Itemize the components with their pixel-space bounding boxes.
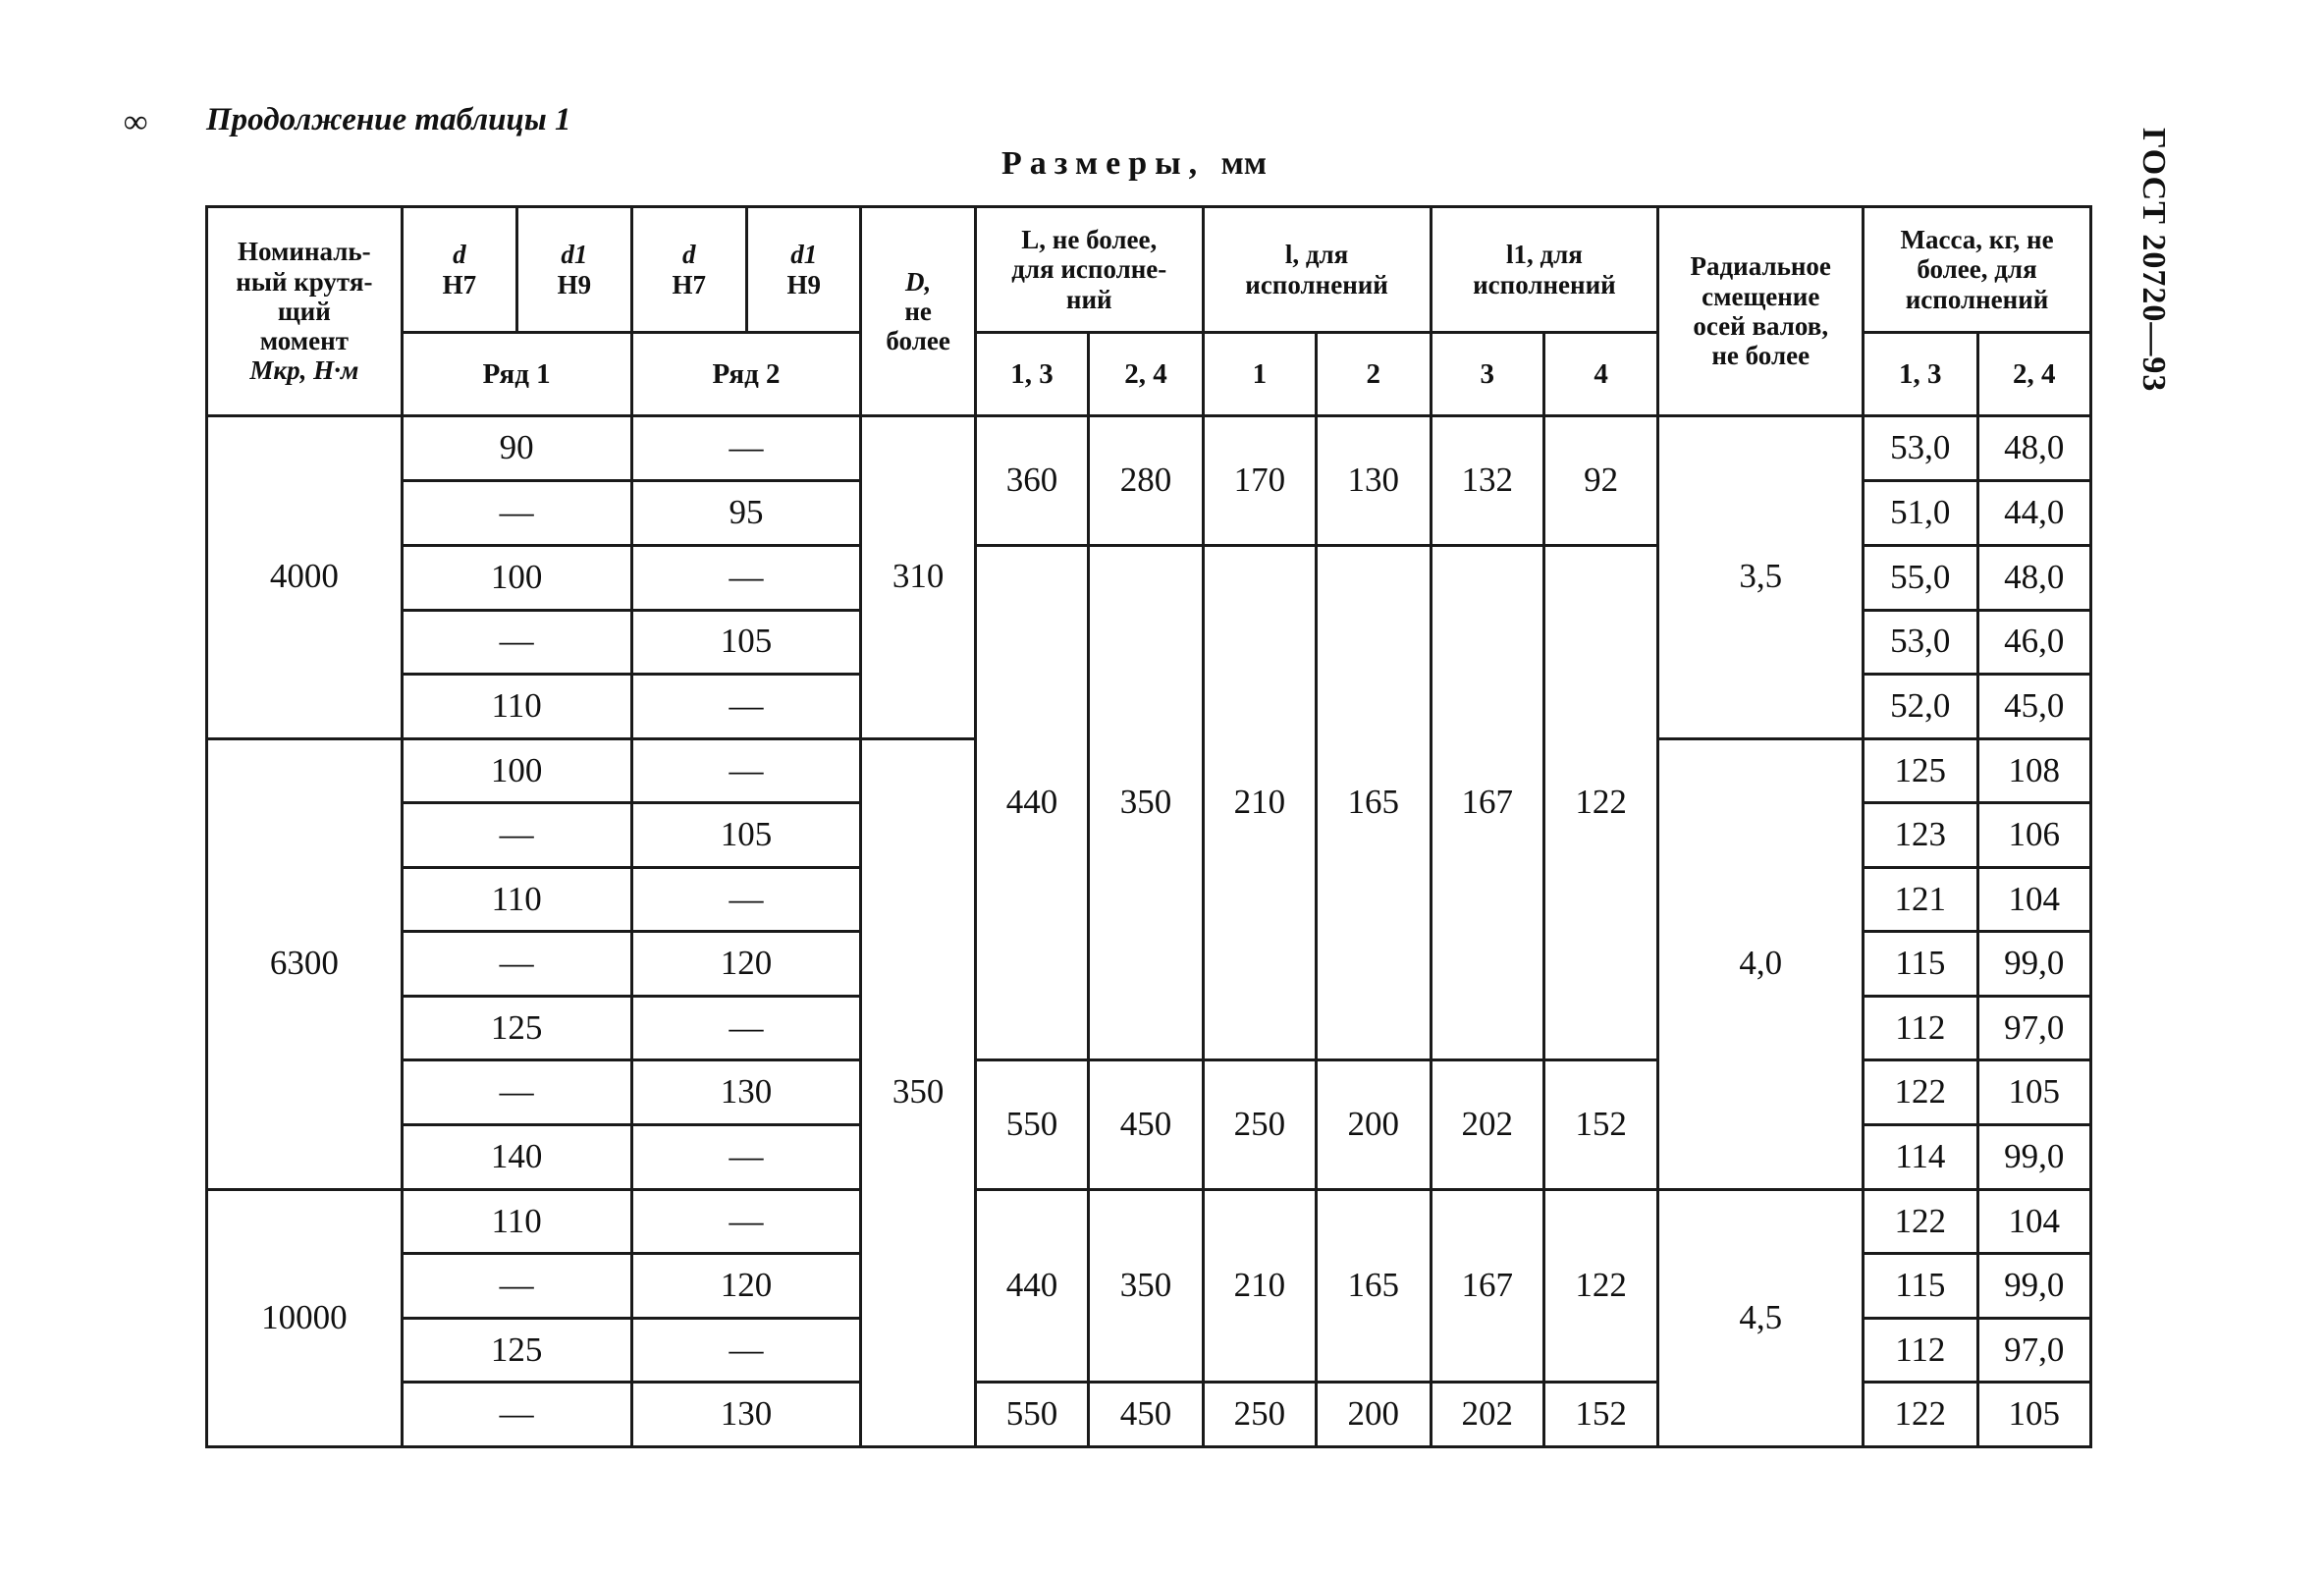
- mass24-cell: 97,0: [1977, 1318, 2090, 1383]
- L24-cell: 450: [1089, 1383, 1203, 1447]
- header-l: l, для исполнений: [1203, 207, 1431, 333]
- l1-4-cell: 152: [1543, 1383, 1657, 1447]
- L13-cell: 360: [975, 415, 1088, 545]
- dimensions-caption: Размеры, мм: [1001, 145, 1267, 182]
- l1-3-cell: 202: [1431, 1383, 1543, 1447]
- header-l-2: 2: [1317, 333, 1431, 416]
- mass13-cell: 112: [1864, 996, 1977, 1060]
- header-d-h7-row1: d H7: [402, 207, 516, 333]
- mass24-cell: 108: [1977, 738, 2090, 803]
- mass13-cell: 122: [1864, 1060, 1977, 1125]
- mass13-cell: 52,0: [1864, 675, 1977, 739]
- L13-cell: 440: [975, 1189, 1088, 1383]
- torque-cell: 6300: [207, 738, 403, 1189]
- row2-cell: 130: [631, 1383, 861, 1447]
- header-L: L, не более, для исполне- ний: [975, 207, 1203, 333]
- header-row2: Ряд 2: [631, 333, 861, 416]
- l1-4-cell: 152: [1543, 1060, 1657, 1189]
- header-L-24: 2, 4: [1089, 333, 1203, 416]
- L24-cell: 350: [1089, 545, 1203, 1060]
- torque-cell: 10000: [207, 1189, 403, 1446]
- mass13-cell: 51,0: [1864, 481, 1977, 546]
- row2-cell: —: [631, 867, 861, 932]
- row2-cell: —: [631, 545, 861, 610]
- header-L-13: 1, 3: [975, 333, 1088, 416]
- radial-cell: 4,5: [1658, 1189, 1864, 1446]
- mass13-cell: 114: [1864, 1125, 1977, 1190]
- row1-cell: —: [402, 1060, 631, 1125]
- header-d-h7-row2: d H7: [631, 207, 746, 333]
- row1-cell: 110: [402, 867, 631, 932]
- row1-cell: 110: [402, 675, 631, 739]
- l2-cell: 165: [1317, 545, 1431, 1060]
- header-mass-13: 1, 3: [1864, 333, 1977, 416]
- header-D: D, не более: [861, 207, 975, 416]
- row1-cell: —: [402, 1254, 631, 1319]
- mass24-cell: 106: [1977, 803, 2090, 868]
- l1-3-cell: 167: [1431, 1189, 1543, 1383]
- mass24-cell: 99,0: [1977, 1254, 2090, 1319]
- mass24-cell: 105: [1977, 1383, 2090, 1447]
- mass24-cell: 97,0: [1977, 996, 2090, 1060]
- row2-cell: 130: [631, 1060, 861, 1125]
- mass13-cell: 112: [1864, 1318, 1977, 1383]
- row1-cell: 125: [402, 1318, 631, 1383]
- D-cell: 350: [861, 738, 975, 1446]
- row1-cell: 125: [402, 996, 631, 1060]
- row2-cell: 105: [631, 803, 861, 868]
- page-number: ∞: [124, 104, 148, 140]
- l1-4-cell: 92: [1543, 415, 1657, 545]
- row2-cell: 120: [631, 1254, 861, 1319]
- header-radial-offset: Радиальное смещение осей валов, не более: [1658, 207, 1864, 416]
- mass13-cell: 53,0: [1864, 415, 1977, 481]
- header-l-1: 1: [1203, 333, 1316, 416]
- l1-cell: 250: [1203, 1060, 1316, 1189]
- header-d1-h9-row2: d1 H9: [746, 207, 860, 333]
- row2-cell: —: [631, 1189, 861, 1254]
- mass13-cell: 123: [1864, 803, 1977, 868]
- row2-cell: 95: [631, 481, 861, 546]
- radial-cell: 3,5: [1658, 415, 1864, 738]
- header-l1-3: 3: [1431, 333, 1543, 416]
- row1-cell: —: [402, 1383, 631, 1447]
- L13-cell: 550: [975, 1060, 1088, 1189]
- l1-3-cell: 167: [1431, 545, 1543, 1060]
- mass24-cell: 105: [1977, 1060, 2090, 1125]
- L24-cell: 280: [1089, 415, 1203, 545]
- mass13-cell: 121: [1864, 867, 1977, 932]
- mass24-cell: 99,0: [1977, 932, 2090, 997]
- row1-cell: —: [402, 803, 631, 868]
- mass24-cell: 46,0: [1977, 610, 2090, 675]
- mass24-cell: 45,0: [1977, 675, 2090, 739]
- L24-cell: 450: [1089, 1060, 1203, 1189]
- header-mass: Масса, кг, не более, для исполнений: [1864, 207, 2091, 333]
- mass13-cell: 115: [1864, 932, 1977, 997]
- row1-cell: —: [402, 610, 631, 675]
- mass24-cell: 99,0: [1977, 1125, 2090, 1190]
- header-torque: Номиналь- ный крутя- щий момент Mкр, Н·м: [207, 207, 403, 416]
- mass13-cell: 122: [1864, 1189, 1977, 1254]
- mass24-cell: 48,0: [1977, 415, 2090, 481]
- l1-cell: 210: [1203, 545, 1316, 1060]
- row2-cell: —: [631, 738, 861, 803]
- l2-cell: 165: [1317, 1189, 1431, 1383]
- row2-cell: —: [631, 1125, 861, 1190]
- row2-cell: —: [631, 415, 861, 481]
- mass13-cell: 55,0: [1864, 545, 1977, 610]
- header-l1: l1, для исполнений: [1431, 207, 1658, 333]
- mass24-cell: 44,0: [1977, 481, 2090, 546]
- mass13-cell: 125: [1864, 738, 1977, 803]
- mass24-cell: 104: [1977, 867, 2090, 932]
- l1-4-cell: 122: [1543, 1189, 1657, 1383]
- row1-cell: 90: [402, 415, 631, 481]
- header-d1-h9-row1: d1 H9: [517, 207, 631, 333]
- l1-cell: 250: [1203, 1383, 1316, 1447]
- L13-cell: 440: [975, 545, 1088, 1060]
- table-continuation-caption: Продолжение таблицы 1: [206, 102, 571, 137]
- row1-cell: 100: [402, 738, 631, 803]
- row2-cell: 120: [631, 932, 861, 997]
- row2-cell: —: [631, 996, 861, 1060]
- torque-cell: 4000: [207, 415, 403, 738]
- row1-cell: 140: [402, 1125, 631, 1190]
- mass13-cell: 53,0: [1864, 610, 1977, 675]
- row2-cell: —: [631, 1318, 861, 1383]
- header-row1: Ряд 1: [402, 333, 631, 416]
- header-l1-4: 4: [1543, 333, 1657, 416]
- mass24-cell: 48,0: [1977, 545, 2090, 610]
- l1-cell: 210: [1203, 1189, 1316, 1383]
- header-mass-24: 2, 4: [1977, 333, 2090, 416]
- l1-cell: 170: [1203, 415, 1316, 545]
- gost-standard-label: ГОСТ 20720—93: [2135, 128, 2172, 393]
- dimensions-table: [205, 205, 2092, 1448]
- row1-cell: 110: [402, 1189, 631, 1254]
- row2-cell: 105: [631, 610, 861, 675]
- l2-cell: 130: [1317, 415, 1431, 545]
- l2-cell: 200: [1317, 1060, 1431, 1189]
- mass13-cell: 122: [1864, 1383, 1977, 1447]
- l1-3-cell: 132: [1431, 415, 1543, 545]
- l2-cell: 200: [1317, 1383, 1431, 1447]
- D-cell: 310: [861, 415, 975, 738]
- L13-cell: 550: [975, 1383, 1088, 1447]
- radial-cell: 4,0: [1658, 738, 1864, 1189]
- mass13-cell: 115: [1864, 1254, 1977, 1319]
- row1-cell: —: [402, 932, 631, 997]
- mass24-cell: 104: [1977, 1189, 2090, 1254]
- row1-cell: 100: [402, 545, 631, 610]
- L24-cell: 350: [1089, 1189, 1203, 1383]
- l1-4-cell: 122: [1543, 545, 1657, 1060]
- row1-cell: —: [402, 481, 631, 546]
- l1-3-cell: 202: [1431, 1060, 1543, 1189]
- row2-cell: —: [631, 675, 861, 739]
